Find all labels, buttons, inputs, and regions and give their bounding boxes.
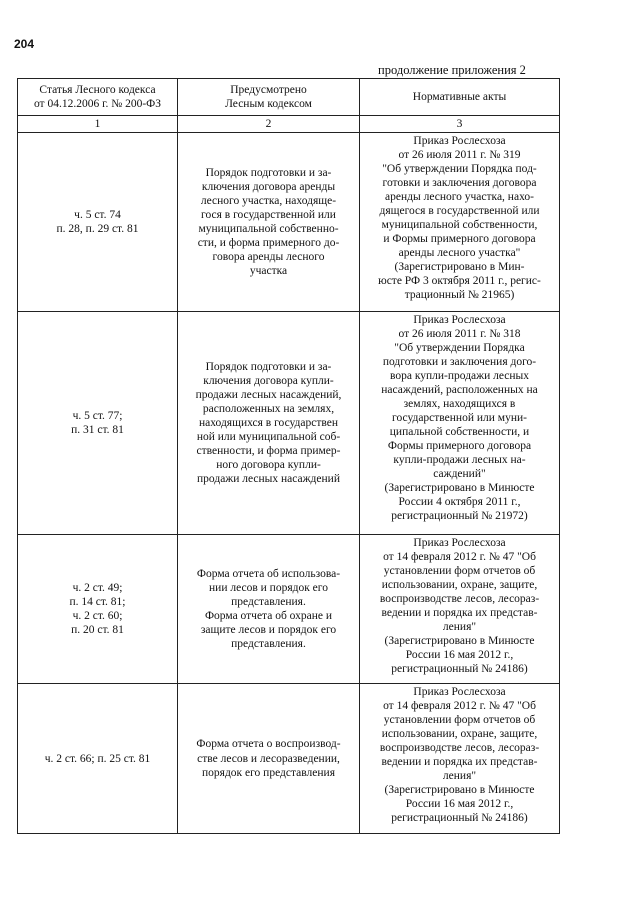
- header-line: Нормативные акты: [412, 90, 507, 103]
- normative-acts-table: [17, 78, 560, 834]
- provided-line: муниципальной собственно-: [198, 223, 339, 236]
- provided-line: ного договора купли-: [216, 459, 321, 472]
- provided-line: Форма отчета о воспроизвод-: [196, 738, 341, 751]
- acts-line: использовании, охране, защите,: [381, 728, 538, 741]
- article-cell: [18, 312, 178, 535]
- acts-line: аренды лесного участка": [398, 247, 521, 260]
- acts-line: и Формы примерного договора: [383, 233, 536, 246]
- acts-line: регистрационный № 24186): [391, 812, 528, 825]
- acts-cell: [360, 684, 560, 834]
- provided-line: представления.: [231, 638, 306, 651]
- acts-line: (Зарегистрировано в Минюсте: [384, 482, 535, 495]
- acts-line: землях, находящихся в: [403, 398, 516, 411]
- header-line: от 04.12.2006 г. № 200-ФЗ: [33, 98, 162, 110]
- table-row: [18, 684, 560, 834]
- article-line: ч. 2 ст. 60;: [72, 610, 123, 623]
- provided-line: сти, и форма примерного до-: [197, 237, 340, 250]
- article-line: п. 14 ст. 81;: [69, 596, 126, 608]
- column-number: 1: [18, 116, 178, 133]
- provided-line: продажи лесных насаждений: [197, 473, 340, 486]
- article-line: п. 20 ст. 81: [71, 624, 124, 637]
- acts-line: вора купли-продажи лесных: [390, 370, 529, 383]
- acts-line: ведении и порядка их представ-: [381, 756, 538, 769]
- table-row: [18, 312, 560, 535]
- provided-cell: [178, 312, 360, 535]
- acts-cell: [360, 312, 560, 535]
- acts-line: России 4 октября 2011 г.,: [398, 496, 521, 509]
- provided-line: гося в государственной или: [201, 209, 336, 221]
- acts-line: насаждений, расположенных на: [381, 384, 538, 397]
- acts-line: (Зарегистрировано в Минюсте: [384, 635, 535, 648]
- provided-line: Форма отчета об использова-: [196, 567, 341, 580]
- provided-line: Порядок подготовки и за-: [205, 166, 332, 179]
- article-cell: [18, 535, 178, 684]
- acts-line: регистрационный № 21972): [391, 510, 528, 523]
- provided-cell: [178, 684, 360, 834]
- article-line: п. 28, п. 29 ст. 81: [56, 223, 139, 236]
- acts-line: Приказ Рослесхоза: [413, 314, 506, 327]
- article-cell: [18, 684, 178, 834]
- column-number: 3: [360, 116, 560, 133]
- acts-line: подготовки и заключения дого-: [382, 356, 537, 369]
- acts-line: Приказ Рослесхоза: [413, 537, 506, 550]
- acts-line: регистрационный № 24186): [391, 663, 528, 676]
- table-row: [18, 133, 560, 312]
- acts-line: Приказ Рослесхоза: [413, 686, 506, 699]
- acts-line: от 26 июля 2011 г. № 318: [398, 328, 521, 341]
- acts-line: (Зарегистрировано в Минюсте: [384, 784, 535, 797]
- acts-line: муниципальной собственности,: [381, 219, 538, 232]
- provided-line: участка: [249, 265, 288, 278]
- provided-line: защите лесов и порядок его: [200, 624, 337, 637]
- acts-cell: [360, 535, 560, 684]
- provided-line: нии лесов и порядок его: [209, 581, 328, 594]
- acts-line: купли-продажи лесных на-: [393, 454, 526, 467]
- acts-line: саждений": [433, 468, 486, 481]
- header-line: Лесным кодексом: [225, 98, 312, 110]
- table-row: [18, 535, 560, 684]
- article-cell: [18, 133, 178, 312]
- acts-line: аренды лесного участка, нахо-: [385, 191, 534, 204]
- acts-line: от 14 февраля 2012 г. № 47 "Об: [383, 700, 536, 713]
- provided-line: ной или муниципальной соб-: [196, 431, 341, 444]
- header-line: Предусмотрено: [230, 83, 307, 96]
- provided-line: находящихся в государствен: [198, 417, 339, 429]
- acts-line: России 16 мая 2012 г.,: [405, 798, 514, 811]
- acts-line: воспроизводстве лесов, лесораз-: [379, 593, 540, 606]
- header-acts: [360, 79, 560, 116]
- acts-line: установлении форм отчетов об: [383, 714, 536, 727]
- provided-line: Форма отчета об охране и: [204, 610, 333, 623]
- provided-line: порядок его представления: [202, 766, 335, 779]
- column-number-row: [18, 116, 560, 133]
- provided-line: продажи лесных насаждений,: [195, 388, 342, 401]
- provided-line: ственности, и форма пример-: [196, 445, 341, 458]
- header-provided: [178, 79, 360, 116]
- table-header-row: [18, 79, 560, 116]
- provided-line: лесного участка, находяще-: [200, 194, 337, 207]
- provided-line: стве лесов и лесоразведении,: [197, 752, 340, 765]
- header-article: [18, 79, 178, 116]
- acts-line: России 16 мая 2012 г.,: [405, 649, 514, 662]
- acts-line: юсте РФ 3 октября 2011 г., регис-: [378, 275, 541, 288]
- article-line: ч. 5 ст. 74: [74, 209, 121, 221]
- acts-line: от 26 июля 2011 г. № 319: [398, 149, 521, 162]
- acts-line: воспроизводстве лесов, лесораз-: [379, 742, 540, 755]
- acts-line: ведении и порядка их представ-: [381, 607, 538, 620]
- continuation-label: продолжение приложения 2: [378, 63, 526, 77]
- provided-line: говора аренды лесного: [212, 251, 325, 264]
- acts-line: трационный № 21965): [404, 289, 515, 302]
- article-line: п. 31 ст. 81: [71, 424, 124, 437]
- article-line: ч. 2 ст. 49;: [72, 581, 123, 594]
- acts-line: (Зарегистрировано в Мин-: [394, 261, 525, 274]
- acts-line: государственной или муни-: [392, 412, 527, 425]
- column-number: 2: [178, 116, 360, 133]
- acts-line: ления": [442, 770, 477, 783]
- acts-line: использовании, охране, защите,: [381, 579, 538, 592]
- article-line: ч. 5 ст. 77;: [72, 410, 123, 422]
- acts-line: "Об утверждении Порядка: [394, 342, 525, 355]
- acts-line: Приказ Рослесхоза: [413, 135, 506, 148]
- provided-cell: [178, 535, 360, 684]
- acts-line: "Об утверждении Порядка под-: [382, 163, 537, 176]
- acts-line: установлении форм отчетов об: [383, 565, 536, 578]
- acts-line: Формы примерного договора: [387, 440, 532, 453]
- provided-line: ключения договора аренды: [201, 180, 336, 193]
- acts-line: от 14 февраля 2012 г. № 47 "Об: [383, 551, 536, 564]
- provided-line: Порядок подготовки и за-: [205, 360, 332, 373]
- acts-line: ления": [442, 621, 477, 634]
- page-number: 204: [14, 37, 35, 51]
- provided-cell: [178, 133, 360, 312]
- acts-line: дящегося в государственной или: [379, 205, 540, 218]
- article-line: ч. 2 ст. 66; п. 25 ст. 81: [44, 752, 151, 765]
- provided-line: расположенных на землях,: [202, 402, 335, 415]
- acts-line: ципальной собственности, и: [389, 426, 530, 439]
- acts-cell: [360, 133, 560, 312]
- acts-line: готовки и заключения договора: [382, 177, 537, 190]
- provided-line: ключения договора купли-: [203, 374, 334, 387]
- header-line: Статья Лесного кодекса: [39, 83, 156, 96]
- provided-line: представления.: [231, 596, 306, 608]
